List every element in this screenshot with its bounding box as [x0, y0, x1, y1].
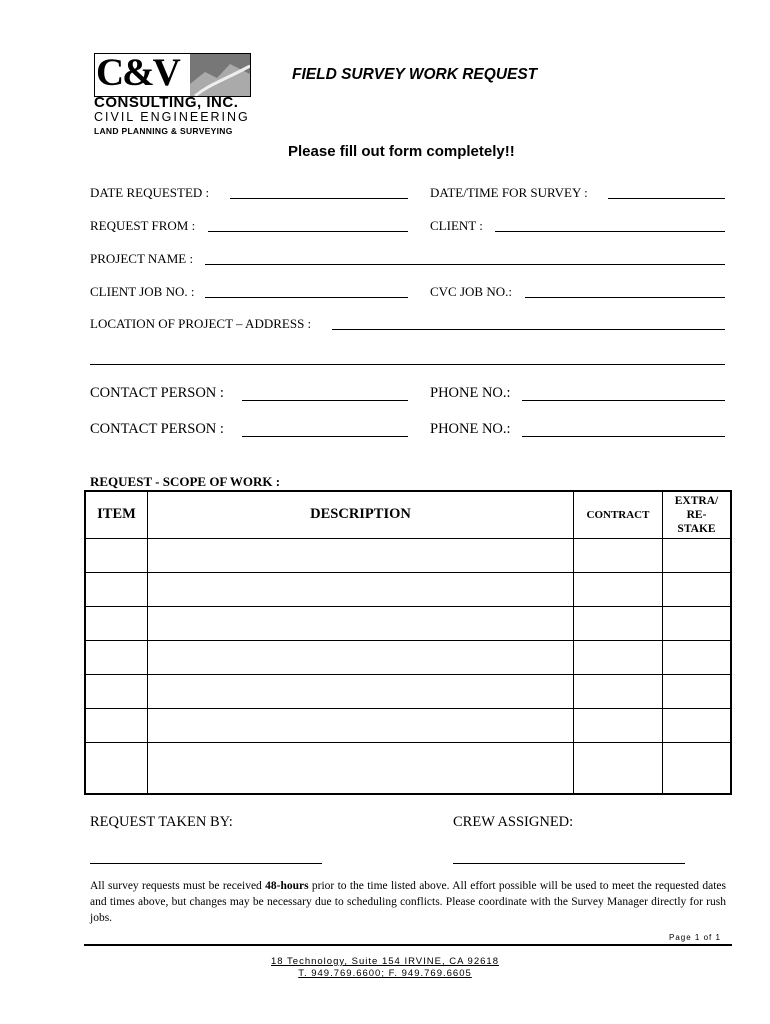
notice-after: prior to the time listed above. All effort possible will be used to meet the requested dates and times above, but changes may be necessary due to scheduling conflicts. Please coordinate with the Survey Manager directly for rush jobs. [90, 880, 726, 924]
crew-assigned-label: CREW ASSIGNED: [453, 814, 574, 830]
logo-line-engineering: CIVIL ENGINEERING [94, 110, 250, 124]
date-time-survey-label: DATE/TIME FOR SURVEY : [430, 185, 588, 200]
logo-company-name: CONSULTING, INC. [94, 94, 239, 111]
phone-no-field-1[interactable] [522, 400, 725, 401]
col-extra-line2: RE- [686, 508, 707, 521]
contact-person-label-2: CONTACT PERSON : [90, 421, 224, 437]
extra-cell[interactable] [663, 640, 732, 674]
extra-cell[interactable] [663, 675, 732, 709]
extra-cell[interactable] [663, 606, 732, 640]
scope-heading: REQUEST - SCOPE OF WORK : [90, 474, 281, 489]
description-cell[interactable] [148, 538, 574, 572]
table-row [85, 709, 731, 743]
cvc-job-no-label: CVC JOB NO.: [430, 284, 512, 299]
contract-cell[interactable] [574, 709, 663, 743]
extra-cell[interactable] [663, 743, 732, 794]
page-subtitle: Please fill out form completely!! [288, 143, 515, 160]
crew-assigned-field[interactable] [453, 863, 685, 864]
item-cell[interactable] [85, 675, 148, 709]
col-description-header: DESCRIPTION [148, 491, 574, 538]
contact-person-field-1[interactable] [242, 400, 408, 401]
phone-no-label-1: PHONE NO.: [430, 385, 511, 401]
table-row [85, 572, 731, 606]
client-job-no-field[interactable] [205, 297, 408, 298]
footer-phone: T. 949.769.6600; F. 949.769.6605 [298, 968, 472, 979]
client-job-no-label: CLIENT JOB NO. : [90, 284, 195, 299]
description-cell[interactable] [148, 640, 574, 674]
notice-text [90, 878, 726, 926]
request-from-field[interactable] [208, 231, 408, 232]
col-item-header: ITEM [85, 491, 148, 538]
contract-cell[interactable] [574, 606, 663, 640]
table-row [85, 743, 731, 794]
cvc-job-no-field[interactable] [525, 297, 725, 298]
page-title: FIELD SURVEY WORK REQUEST [292, 66, 538, 83]
client-field[interactable] [495, 231, 725, 232]
contract-cell[interactable] [574, 538, 663, 572]
phone-no-label-2: PHONE NO.: [430, 421, 511, 437]
logo-line-planning: LAND PLANNING & SURVEYING [94, 126, 233, 136]
description-cell[interactable] [148, 743, 574, 794]
item-cell[interactable] [85, 606, 148, 640]
contact-person-field-2[interactable] [242, 436, 408, 437]
item-cell[interactable] [85, 640, 148, 674]
footer-divider [84, 944, 732, 946]
item-cell[interactable] [85, 743, 148, 794]
table-row [85, 675, 731, 709]
contract-cell[interactable] [574, 572, 663, 606]
description-cell[interactable] [148, 709, 574, 743]
col-contract-header: CONTRACT [574, 491, 663, 538]
location-field[interactable] [332, 329, 725, 330]
description-cell[interactable] [148, 572, 574, 606]
request-taken-by-label: REQUEST TAKEN BY: [90, 814, 233, 830]
request-from-label: REQUEST FROM : [90, 218, 196, 233]
col-extra-restake-header [663, 491, 732, 538]
col-extra-line3: STAKE [677, 522, 716, 535]
contract-cell[interactable] [574, 640, 663, 674]
logo-text: C&V [96, 51, 179, 94]
phone-no-field-2[interactable] [522, 436, 725, 437]
extra-cell[interactable] [663, 572, 732, 606]
extra-cell[interactable] [663, 538, 732, 572]
request-taken-by-field[interactable] [90, 863, 322, 864]
location-field-line2[interactable] [90, 364, 725, 365]
table-row [85, 640, 731, 674]
date-time-survey-field[interactable] [608, 198, 725, 199]
scope-table-header-row [85, 491, 731, 538]
page-number: Page 1 of 1 [669, 933, 721, 942]
description-cell[interactable] [148, 675, 574, 709]
table-row [85, 606, 731, 640]
client-label: CLIENT : [430, 218, 483, 233]
contract-cell[interactable] [574, 675, 663, 709]
date-requested-label: DATE REQUESTED : [90, 185, 210, 200]
notice-before: All survey requests must be received [90, 880, 266, 892]
notice-bold: 48-hours [265, 880, 309, 892]
item-cell[interactable] [85, 709, 148, 743]
date-requested-field[interactable] [230, 198, 408, 199]
project-name-field[interactable] [205, 264, 725, 265]
col-extra-line1: EXTRA/ [674, 494, 719, 507]
table-row [85, 538, 731, 572]
contract-cell[interactable] [574, 743, 663, 794]
contact-person-label-1: CONTACT PERSON : [90, 385, 224, 401]
scope-of-work-table [84, 490, 732, 795]
item-cell[interactable] [85, 538, 148, 572]
description-cell[interactable] [148, 606, 574, 640]
footer-address: 18 Technology, Suite 154 IRVINE, CA 92618 [271, 956, 499, 967]
location-label: LOCATION OF PROJECT – ADDRESS : [90, 316, 312, 331]
item-cell[interactable] [85, 572, 148, 606]
project-name-label: PROJECT NAME : [90, 251, 194, 266]
extra-cell[interactable] [663, 709, 732, 743]
